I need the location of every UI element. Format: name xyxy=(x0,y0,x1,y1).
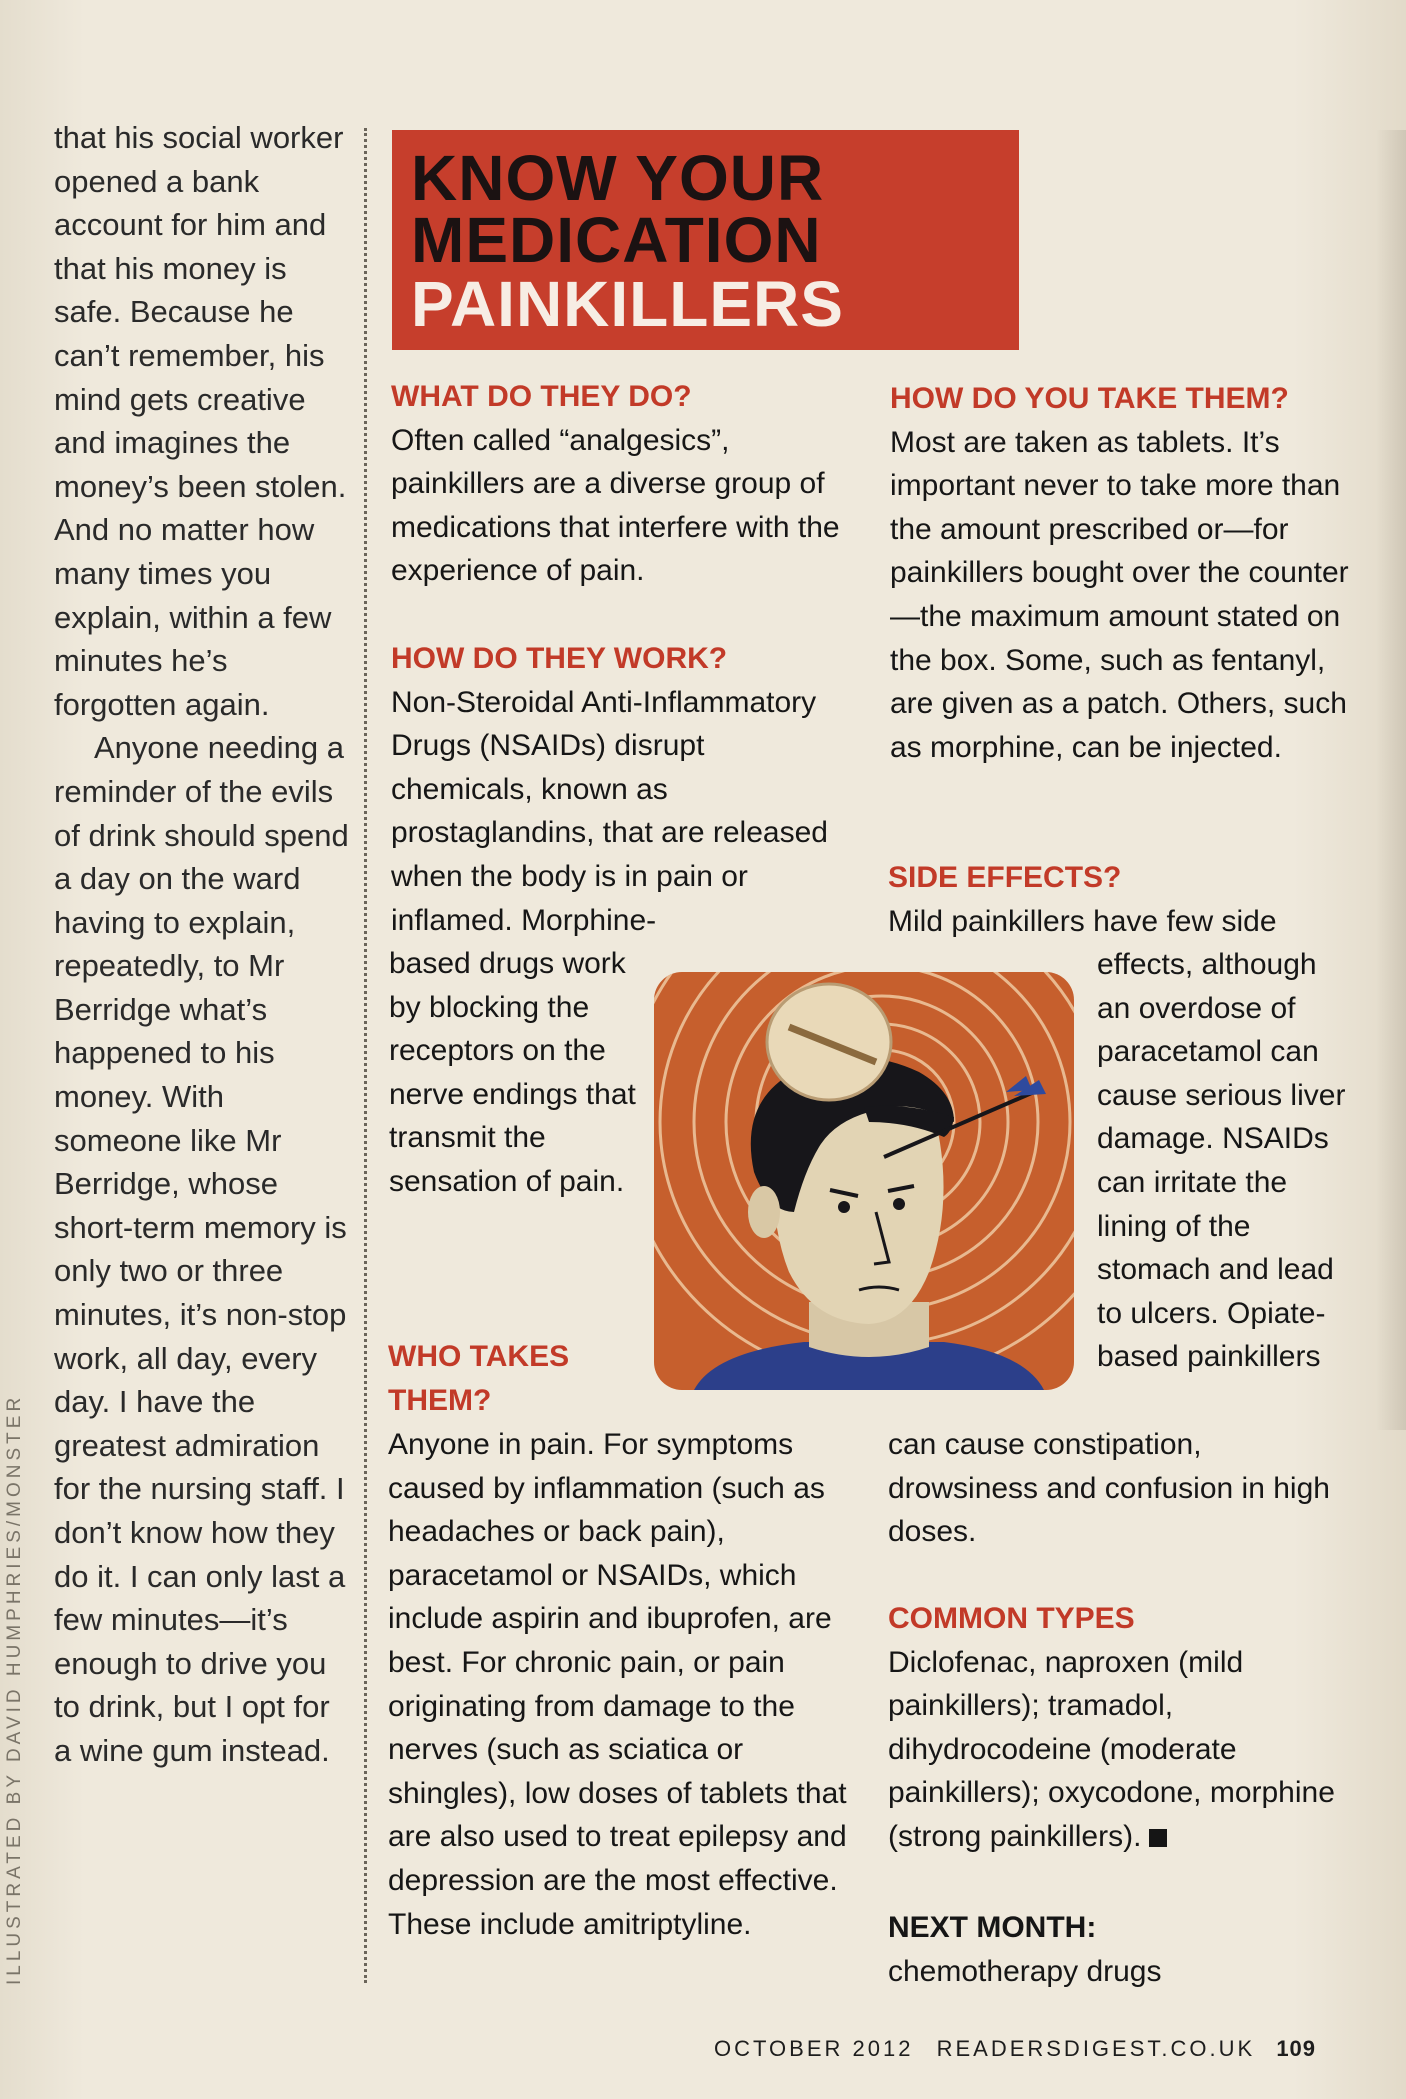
section-how-work-cont xyxy=(389,942,645,1204)
section-how-take xyxy=(890,377,1350,769)
left-paragraph-2: Anyone needing a reminder of the evils of drink should spend a day on the ward having to explain, repeatedly, to Mr Berridge what’s happened to his money. With someone like Mr Berridge, whose short-term memory is only two or three minutes, it’s non-stop work, all day, every day. I have the greatest admiration for the nursing staff. I don’t know how they do it. I can only last a few minutes—it’s enough to drive you to drink, but I opt for a wine gum instead. xyxy=(54,730,349,1768)
end-mark-icon xyxy=(1149,1829,1167,1847)
body-types xyxy=(888,1641,1358,1859)
section-what xyxy=(391,375,851,593)
illustration-credit: ILLUSTRATED BY DAVID HUMPHRIES/MONSTER xyxy=(4,1393,25,1985)
heading-what: WHAT DO THEY DO? xyxy=(391,380,692,413)
banner-line-3: PAINKILLERS xyxy=(411,268,844,340)
page-number: 109 xyxy=(1276,2036,1317,2061)
article-left-column xyxy=(54,116,354,1773)
section-side-end xyxy=(888,1423,1348,1554)
body-what: Often called “analgesics”, painkillers are a diverse group of medications that interfere with the experience of pain. xyxy=(391,423,840,588)
title-banner xyxy=(392,130,1019,350)
section-next xyxy=(888,1906,1348,1993)
section-types xyxy=(888,1597,1358,1859)
heading-side: SIDE EFFECTS? xyxy=(888,861,1122,894)
banner-line-1: KNOW YOUR xyxy=(411,142,825,214)
heading-who-a: WHO TAKES xyxy=(388,1340,570,1373)
painkiller-head-illustration xyxy=(654,972,1074,1390)
left-paragraph-1: that his social worker opened a bank account for him and that his money is safe. Because he can’t remember, his mind gets creative and imagines the money’s been stolen. And no matter how many times you explain, within a few minutes he’s forgotten again. xyxy=(54,120,347,722)
section-side xyxy=(888,856,1348,943)
body-side-b: effects, although an overdose of paracetamol can cause serious liver damage. NSAIDs can irritate the lining of the stomach and lead to ulcers. Opiate-based painkillers xyxy=(1097,948,1346,1374)
section-who-heading xyxy=(388,1335,638,1422)
column-divider xyxy=(364,128,367,1983)
footer-site: READERSDIGEST.CO.UK xyxy=(936,2036,1256,2061)
body-how-work-b: based drugs work by blocking the receptors on the nerve endings that transmit the sensation of pain. xyxy=(389,947,636,1198)
heading-next: NEXT MONTH: xyxy=(888,1911,1097,1944)
body-side-c: can cause constipation, drowsiness and confusion in high doses. xyxy=(888,1428,1330,1549)
body-how-take: Most are taken as tablets. It’s important never to take more than the amount prescribed or—for painkillers bought over the counter—the maximum amount stated on the box. Some, such as fentanyl, are given as a patch. Others, such as morphine, can be injected. xyxy=(890,425,1349,764)
footer-issue: OCTOBER 2012 xyxy=(714,2036,914,2061)
heading-how-take: HOW DO YOU TAKE THEM? xyxy=(890,382,1289,415)
heading-types: COMMON TYPES xyxy=(888,1602,1135,1635)
heading-how-work: HOW DO THEY WORK? xyxy=(391,642,728,675)
section-side-cont xyxy=(1097,943,1357,1379)
body-side-a: Mild painkillers have few side xyxy=(888,904,1277,938)
heading-who-b: THEM? xyxy=(388,1383,492,1417)
body-how-work-a: Non-Steroidal Anti-Inflammatory Drugs (NSAIDs) disrupt chemicals, known as prostaglandins, that are released when the body is in pain or inflamed. Morphine- xyxy=(391,685,828,937)
section-who xyxy=(388,1423,848,1946)
types-text: Diclofenac, naproxen (mild painkillers); tramadol, dihydrocodeine (moderate painkillers); oxycodone, morphine (strong painkillers). xyxy=(888,1645,1335,1853)
body-who: Anyone in pain. For symptoms caused by inflammation (such as headaches or back pain), paracetamol or NSAIDs, which include aspirin and ibuprofen, are best. For chronic pain, or pain originating from damage to the nerves (such as sciatica or shingles), low doses of tablets that are also used to treat epilepsy and depression are the most effective. These include amitriptyline. xyxy=(388,1428,847,1941)
show-through-shadow xyxy=(1376,130,1406,1430)
body-next: chemotherapy drugs xyxy=(888,1954,1162,1988)
banner-line-2: MEDICATION xyxy=(411,204,822,276)
page-footer xyxy=(714,2036,1316,2062)
section-how-work xyxy=(391,637,851,942)
